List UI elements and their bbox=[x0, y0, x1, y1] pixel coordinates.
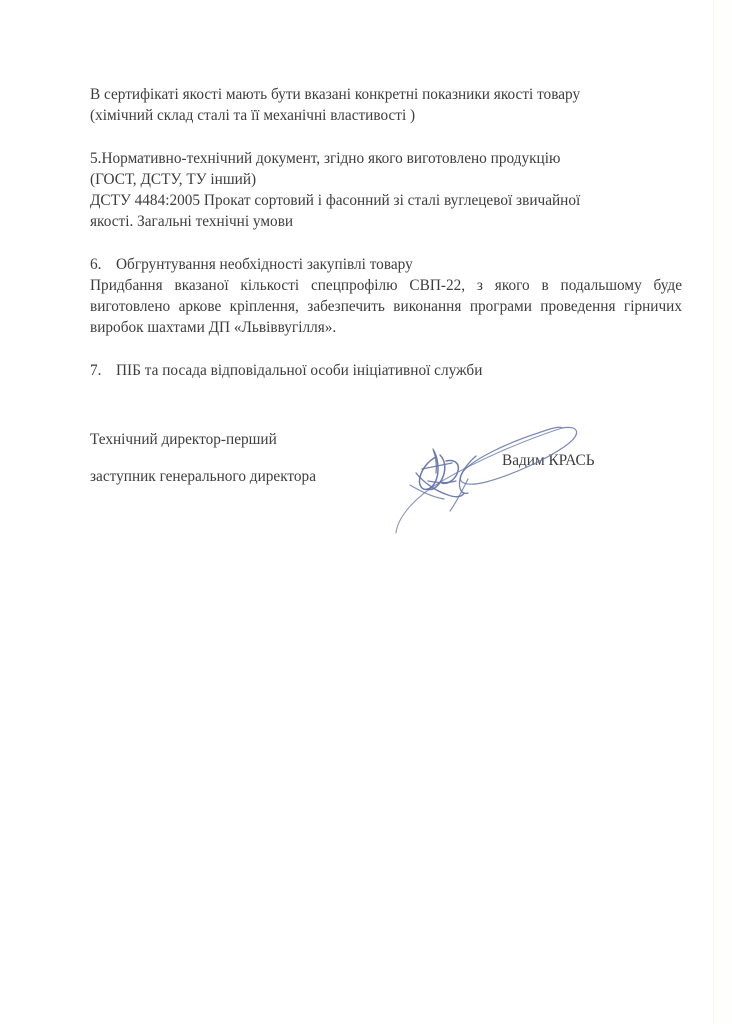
spacer bbox=[90, 232, 682, 254]
signatory-title-line-1: Технічний директор-перший bbox=[90, 431, 277, 449]
signatory-name: Вадим КРАСЬ bbox=[502, 452, 595, 470]
page-edge-line bbox=[713, 0, 714, 1024]
spacer bbox=[90, 381, 682, 403]
spacer bbox=[90, 338, 682, 360]
section-5-heading-line-1: 5.Нормативно-технічний документ, згідно якого виготовлено продукцію bbox=[90, 150, 561, 167]
spacer bbox=[90, 126, 682, 148]
page-edge-band bbox=[714, 0, 732, 1024]
spacer bbox=[90, 403, 682, 414]
section-7-heading bbox=[90, 360, 682, 381]
section-6-numeral: 6. bbox=[90, 256, 102, 273]
section-5-heading-line-2: (ГОСТ, ДСТУ, ТУ інший) bbox=[90, 171, 257, 188]
certificate-paragraph bbox=[90, 84, 682, 126]
section-5-body-line-1: ДСТУ 4484:2005 Прокат сортовий і фасонний зі сталі вуглецевої звичайної bbox=[90, 192, 581, 209]
section-7-numeral: 7. bbox=[90, 362, 102, 379]
section-6-heading bbox=[90, 254, 682, 275]
certificate-line-1: В сертифікаті якості мають бути вказані конкретні показники якості товару bbox=[90, 86, 581, 103]
signatory-title-line-2: заступник генерального директора bbox=[90, 467, 316, 485]
section-7-heading-text: ПІБ та посада відповідальної особи ініціативної служби bbox=[116, 362, 483, 379]
section-6 bbox=[90, 254, 682, 338]
certificate-line-2: (хімічний склад сталі та її механічні властивості ) bbox=[90, 107, 416, 124]
section-7 bbox=[90, 360, 682, 381]
document-body bbox=[90, 84, 682, 502]
section-5 bbox=[90, 148, 682, 232]
section-5-body-line-2: якості. Загальні технічні умови bbox=[90, 213, 294, 230]
signature-block bbox=[90, 429, 682, 486]
section-6-heading-text: Обгрунтування необхідності закупівлі товару bbox=[116, 256, 413, 273]
section-6-body: Придбання вказаної кількості спецпрофілю СВП-22, з якого в подальшому буде виготовлено аркове кріплення, забезпечить виконання програми проведення гірничих виробок шахтами ДП «Львіввугілля». bbox=[90, 277, 682, 336]
